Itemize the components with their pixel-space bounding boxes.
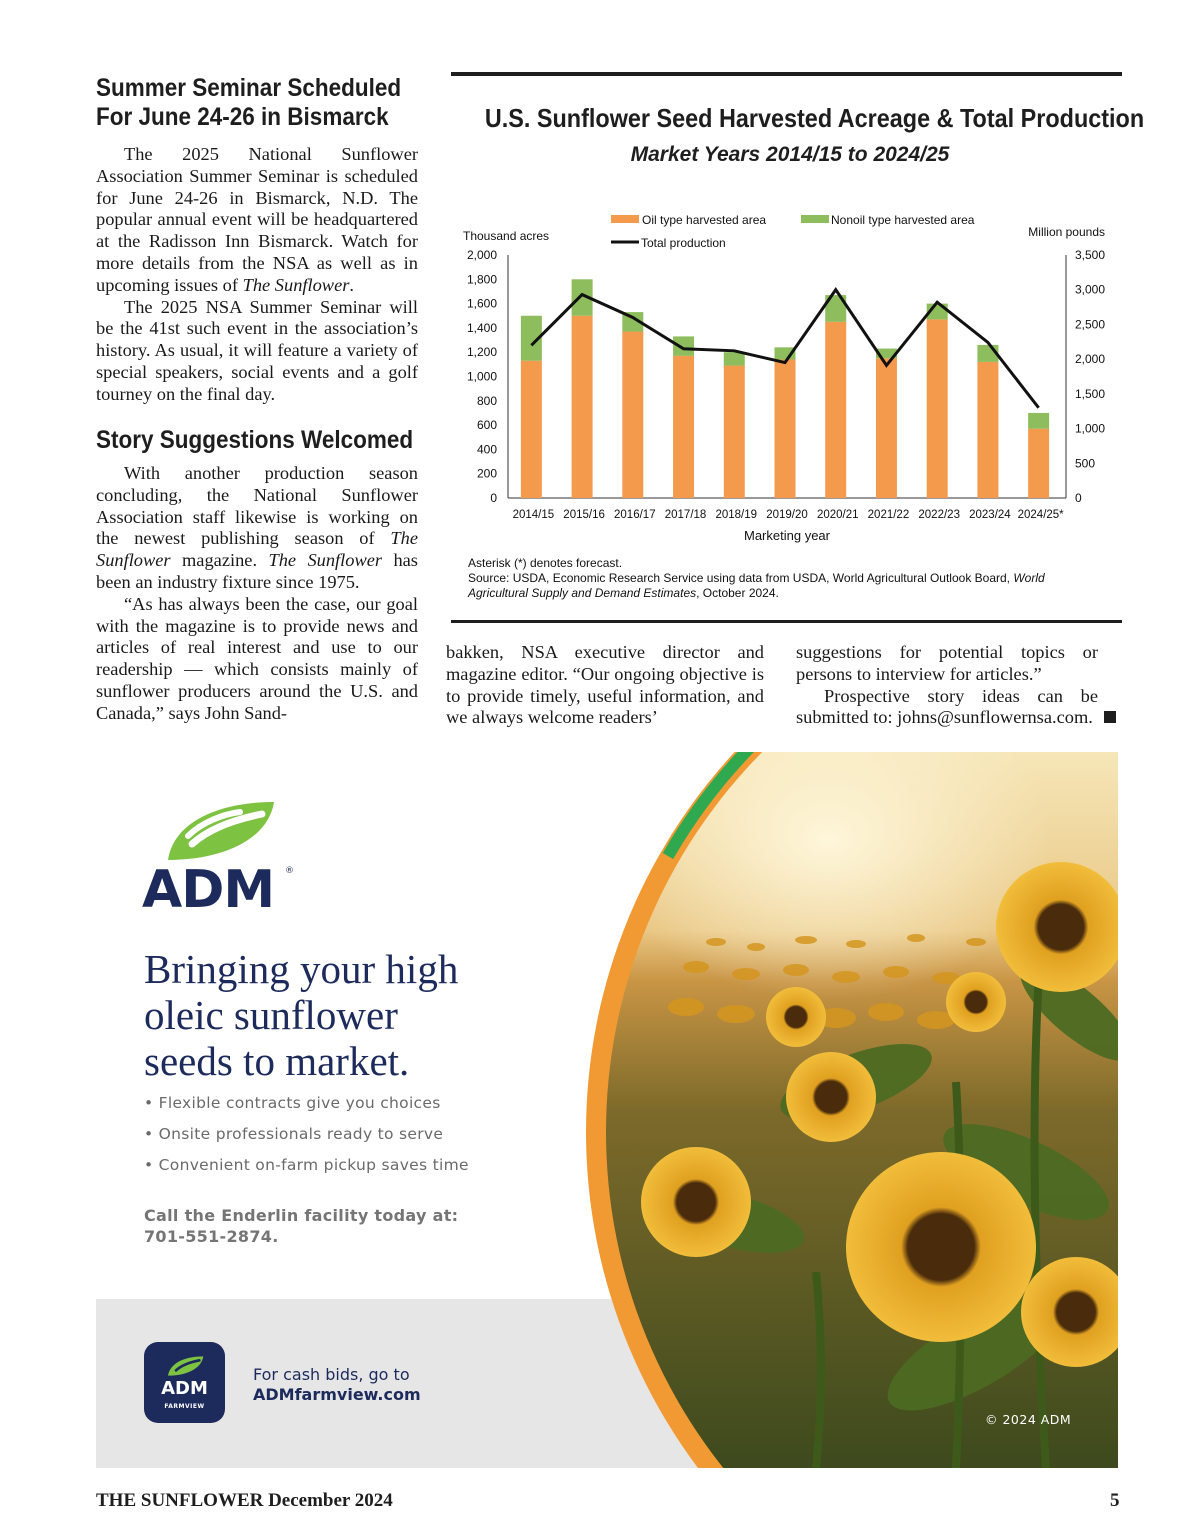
bar-nonoil-type [673,336,694,355]
bar-oil-type [521,361,542,498]
chart-title: U.S. Sunflower Seed Harvested Acreage & Total Production [484,103,1145,133]
chart-notes [468,556,1098,601]
bar-nonoil-type [724,352,745,365]
x-tick-label: 2023/24 [969,509,1011,521]
legend-swatch-oil [611,215,639,223]
x-tick-label: 2017/18 [664,509,707,521]
x-tick-label: 2019/20 [766,509,808,521]
cash-bids-text: For cash bids, go to ADMfarmview.com [253,1365,421,1404]
x-tick-label: 2018/19 [715,509,758,521]
x-tick-label: 2015/16 [563,509,605,521]
y-tick-label-left: 1,200 [466,345,497,360]
y-tick-label-right: 3,500 [1075,248,1106,262]
y-tick-label-left: 400 [476,442,497,457]
chart-footnote: Asterisk (*) denotes forecast. [468,556,623,570]
bar-oil-type [622,332,643,498]
adm-logo-text: ADM [142,860,275,920]
y-tick-label-left: 1,600 [466,296,497,311]
legend-label-production: Total production [641,236,726,250]
chart-plot [451,200,1126,550]
y-tick-label-left: 1,400 [466,320,497,335]
ad-headline: Bringing your high oleic sunflower seeds to market. [144,946,459,1084]
chart-top-rule [451,72,1122,76]
bar-oil-type [572,316,593,498]
article-body [96,144,418,406]
x-tick-label: 2021/22 [867,509,910,521]
bar-oil-type [927,319,948,498]
y-axis-title-left: Thousand acres [463,229,550,243]
article-paragraph: bakken, NSA executive director and magazine editor. “Our ongoing objective is to provide timely, useful information, and we always welcome readers’ [446,642,764,728]
y-tick-label-right: 3,000 [1075,282,1106,297]
y-tick-label-right: 1,000 [1075,421,1106,436]
article-continuation-col3 [796,642,1098,729]
article-story-suggestions [96,426,426,725]
y-tick-label-right: 2,500 [1075,317,1106,332]
ad-bullet: • Flexible contracts give you choices [144,1094,441,1112]
page-number: 5 [1110,1490,1120,1511]
article-seminar [96,74,426,406]
chart-source: Source: USDA, Economic Research Service using data from USDA, World Agricultural Outlook Board, World Agricultural Supply and Demand Estimates, October 2024. [468,571,1045,600]
bar-oil-type [775,359,796,498]
article-headline [96,74,402,132]
ad-bullet: • Onsite professionals ready to serve [144,1125,444,1143]
ad-bullet: • Convenient on-farm pickup saves time [144,1156,469,1174]
y-tick-label-left: 1,000 [466,369,497,384]
end-mark [1104,711,1116,723]
article-body [96,463,418,725]
adm-leaf-logo-icon [162,800,276,862]
bar-oil-type [1028,429,1049,498]
legend-label-nonoil: Nonoil type harvested area [831,213,975,227]
chart-bottom-rule [451,620,1122,623]
bar-oil-type [825,322,846,498]
article-paragraph: The 2025 National Sunflower Association Summer Seminar is scheduled for June 24-26 in Bismarck, N.D. The popular annual event will be headquartered at the Radisson Inn Bismarck. Watch for more details from the NSA as well as in upcoming issues of The Sunflower. [96,144,418,295]
ad-bullet-list [144,1094,469,1174]
bar-oil-type [724,366,745,498]
y-tick-label-left: 1,800 [466,272,497,287]
copyright: © 2024 ADM [985,1412,1072,1427]
ad-call-to-action: Call the Enderlin facility today at: 701-551-2874. [144,1206,459,1246]
article-paragraph: The 2025 NSA Summer Seminar will be the 41st such event in the association’s history. As usual, it will feature a variety of special speakers, social events and a golf tourney on the final day. [96,296,418,404]
registered-mark-icon: ® [285,866,294,876]
x-tick-label: 2020/21 [816,509,859,521]
x-axis-title: Marketing year [744,528,830,543]
y-tick-label-right: 0 [1075,491,1082,505]
x-tick-label: 2014/15 [512,509,555,521]
y-tick-label-left: 200 [476,466,497,481]
y-tick-label-left: 600 [476,418,497,433]
publication-footer: THE SUNFLOWER December 2024 [96,1490,393,1511]
article-paragraph: Prospective story ideas can be submitted to: johns@sunflowernsa.com. [796,685,1098,728]
y-tick-label-right: 500 [1075,456,1096,471]
y-tick-label-left: 2,000 [466,248,497,262]
x-tick-label: 2022/23 [918,509,960,521]
admfarmview-link[interactable]: ADMfarmview.com [253,1385,421,1404]
bar-oil-type [977,362,998,498]
y-tick-label-left: 800 [476,393,497,408]
legend-label-oil: Oil type harvested area [642,213,767,227]
bar-nonoil-type [1028,413,1049,429]
y-tick-label-right: 2,000 [1075,352,1106,367]
legend-swatch-nonoil [801,215,829,223]
article-paragraph: With another production season concluding, the National Sunflower Association staff likewise is working on the newest publishing season of The Sunflower magazine. The Sunflower has been an industry fixture since 1975. [96,463,418,592]
bar-oil-type [876,358,897,498]
headline-line-2: For June 24-26 in Bismarck [96,103,389,131]
headline-line-1: Summer Seminar Scheduled [96,74,402,102]
y-tick-label-left: 0 [490,491,497,505]
y-axis-title-right: Million pounds [1028,225,1105,239]
chart-subtitle: Market Years 2014/15 to 2024/25 [630,143,950,166]
adm-advertisement [96,752,1118,1468]
bar-oil-type [673,356,694,498]
article-paragraph: “As has always been the case, our goal with the magazine is to provide news and articles of real interest and use to our readership — which consists mainly of sunflower producers around the U.S. and Canada,” says John Sand- [96,593,418,723]
article-paragraph: suggestions for potential topics or persons to interview for articles.” [796,642,1098,684]
x-tick-label: 2024/25* [1017,509,1064,521]
leaf-icon [166,1355,204,1377]
y-tick-label-right: 1,500 [1075,386,1106,401]
x-tick-label: 2016/17 [614,509,656,521]
article-headline: Story Suggestions Welcomed [96,426,414,454]
adm-farmview-app-icon[interactable]: ADM FARMVIEW [144,1342,225,1423]
phone-number: 701-551-2874. [144,1227,279,1246]
article-continuation-col2 [446,642,764,729]
